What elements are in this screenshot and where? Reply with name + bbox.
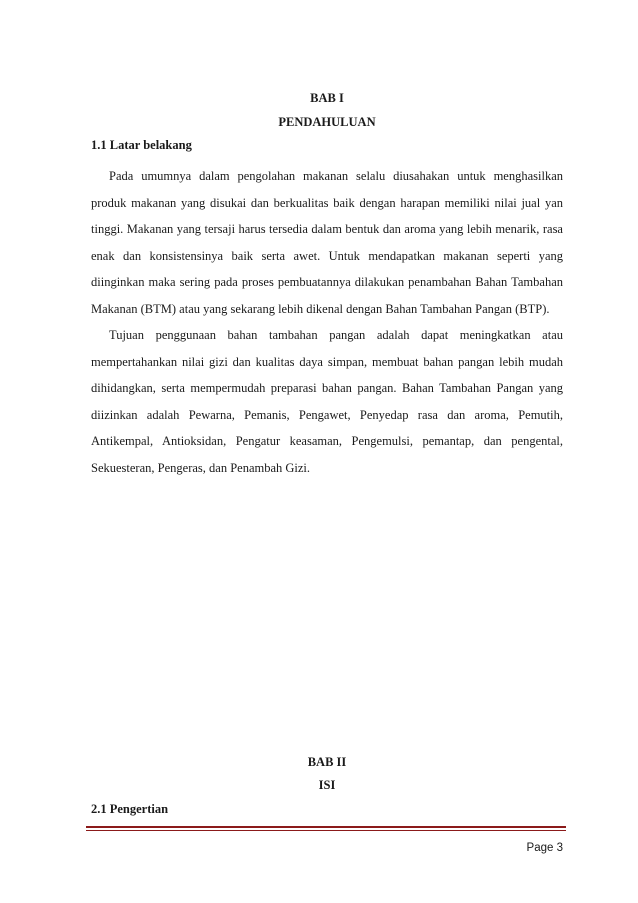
bab1-paragraph-1: Pada umumnya dalam pengolahan makanan selalu diusahakan untuk menghasilkan produk makanan yang disukai dan berkualitas baik dengan harapan memiliki nilai jual yan tinggi. Makanan yang tersaji harus tersedia dalam bentuk dan aroma yang lebih menarik, rasa enak dan konsistensinya baik serta awet. Untuk mendapatkan makanan seperti yang diinginkan maka sering pada proses pembuatannya dilakukan penambahan Bahan Tambahan Makanan (BTM) atau yang sekarang lebih dikenal dengan Bahan Tambahan Pangan (BTP).	[91, 169, 563, 316]
page-number: Page 3	[526, 842, 563, 854]
bab2-label: BAB II	[307, 755, 347, 769]
bab2-section-heading: 2.1 Pengertian	[91, 802, 169, 816]
bab1-paragraph-2: Tujuan penggunaan bahan tambahan pangan adalah dapat meningkatkan atau mempertahankan nilai gizi dan kualitas daya simpan, membuat bahan pangan lebih mudah dihidangkan, serta mempermudah preparasi bahan pangan. Bahan Tambahan Pangan yang diizinkan adalah Pewarna, Pemanis, Pengawet, Penyedap rasa dan aroma, Pemutih, Antikempal, Antioksidan, Pengatur keasaman, Pengemulsi, pemantap, dan pengental, Sekuesteran, Pengeras, dan Penambah Gizi.	[91, 328, 563, 475]
bab2-title: ISI	[318, 778, 336, 792]
bab1-section-heading: 1.1 Latar belakang	[91, 138, 192, 152]
bab2-block	[91, 752, 563, 819]
bab1-title: PENDAHULUAN	[278, 115, 376, 129]
footer-divider	[86, 826, 566, 831]
bab1-block	[91, 88, 563, 481]
bab1-label: BAB I	[310, 91, 344, 105]
